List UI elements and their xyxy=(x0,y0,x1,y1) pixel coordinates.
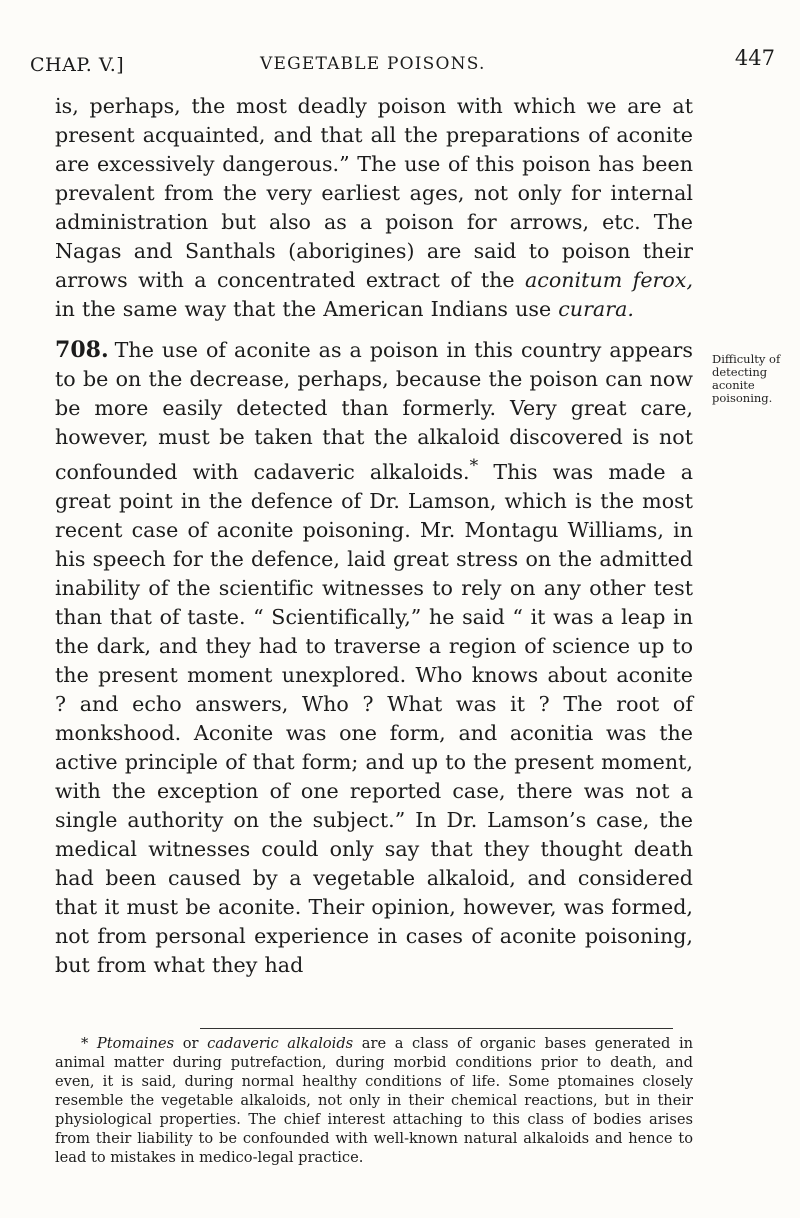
paragraph-1-italic-a: aconitum ferox, xyxy=(525,268,694,292)
footnote-divider xyxy=(200,1028,673,1029)
page-number: 447 xyxy=(734,46,775,70)
footnote-term: Ptomaines xyxy=(96,1035,175,1052)
footnote-text: are a class of organic bases generated in animal matter during putrefaction, during morbid conditions prior to death, and even, it is said, during normal healthy conditions of life. Some ptomaines closely resemble the vegetable alkaloids, not only in their chemical reactions, but in their physiological properties. The chief interest attaching to this class of bodies arises from their liability to be confounded with well-known natural alkaloids and hence to lead to mistakes in medico-legal practice. xyxy=(55,1035,694,1166)
footnote-connector: or xyxy=(174,1035,208,1052)
section-number: 708. xyxy=(55,337,109,363)
paragraph-1-text-b: in the same way that the American Indians use xyxy=(55,297,559,321)
running-header xyxy=(30,44,775,80)
margin-note: Difficulty of detecting aconite poisoning. xyxy=(712,352,781,405)
paragraph-708-text-b: This was made a great point in the defence of Dr. Lamson, which is the most recent case of aconite poisoning. Mr. Montagu Williams, in his speech for the defence, laid great stress on the admitted inability of the scientific witnesses to rely on any other test than that of taste. “ Scientifically,” he said “ it was a leap in the dark, and they had to traverse a region of science up to the present moment unexplored. Who knows about aconite ? and echo answers, Who ? What was it ? The root of monkshood. Aconite was one form, and aconitia was the active principle of that form; and up to the present moment, with the exception of one reported case, there was not a single authority on the subject.” In Dr. Lamson’s case, the medical witnesses could only say that they thought death had been caused by a vegetable alkaloid, and considered that it must be aconite. Their opinion, however, was formed, not from personal experience in cases of aconite poisoning, but from what they had xyxy=(55,459,693,977)
footnote xyxy=(55,1034,693,1167)
footnote-reference: * xyxy=(469,456,479,476)
main-text xyxy=(55,92,693,980)
running-title: VEGETABLE POISONS. xyxy=(260,54,486,74)
paragraph-708 xyxy=(55,336,693,980)
footnote-marker: * xyxy=(81,1035,89,1052)
paragraph-1-text-a: is, perhaps, the most deadly poison with which we are at present acquainted, and that all the preparations of aconite are excessively dangerous.” The use of this poison has been prevalent from the very earliest ages, not only for internal administration but also as a poison for arrows, etc. The Nagas and Santhals (aborigines) are said to poison their arrows with a concentrated extract of the xyxy=(55,94,693,292)
paragraph-708-text-a: The use of aconite as a poison in this country appears to be on the decrease, perhaps, because the poison can now be more easily detected than formerly. Very great care, however, must be taken that the alkaloid discovered is not confounded with cadaveric alkaloids. xyxy=(55,338,693,484)
footnote-term-2: cadaveric alkaloids xyxy=(207,1035,354,1052)
paragraph-1-italic-b: curara. xyxy=(558,297,634,321)
chapter-label: CHAP. V.] xyxy=(30,54,125,76)
paragraph-1 xyxy=(55,92,693,324)
